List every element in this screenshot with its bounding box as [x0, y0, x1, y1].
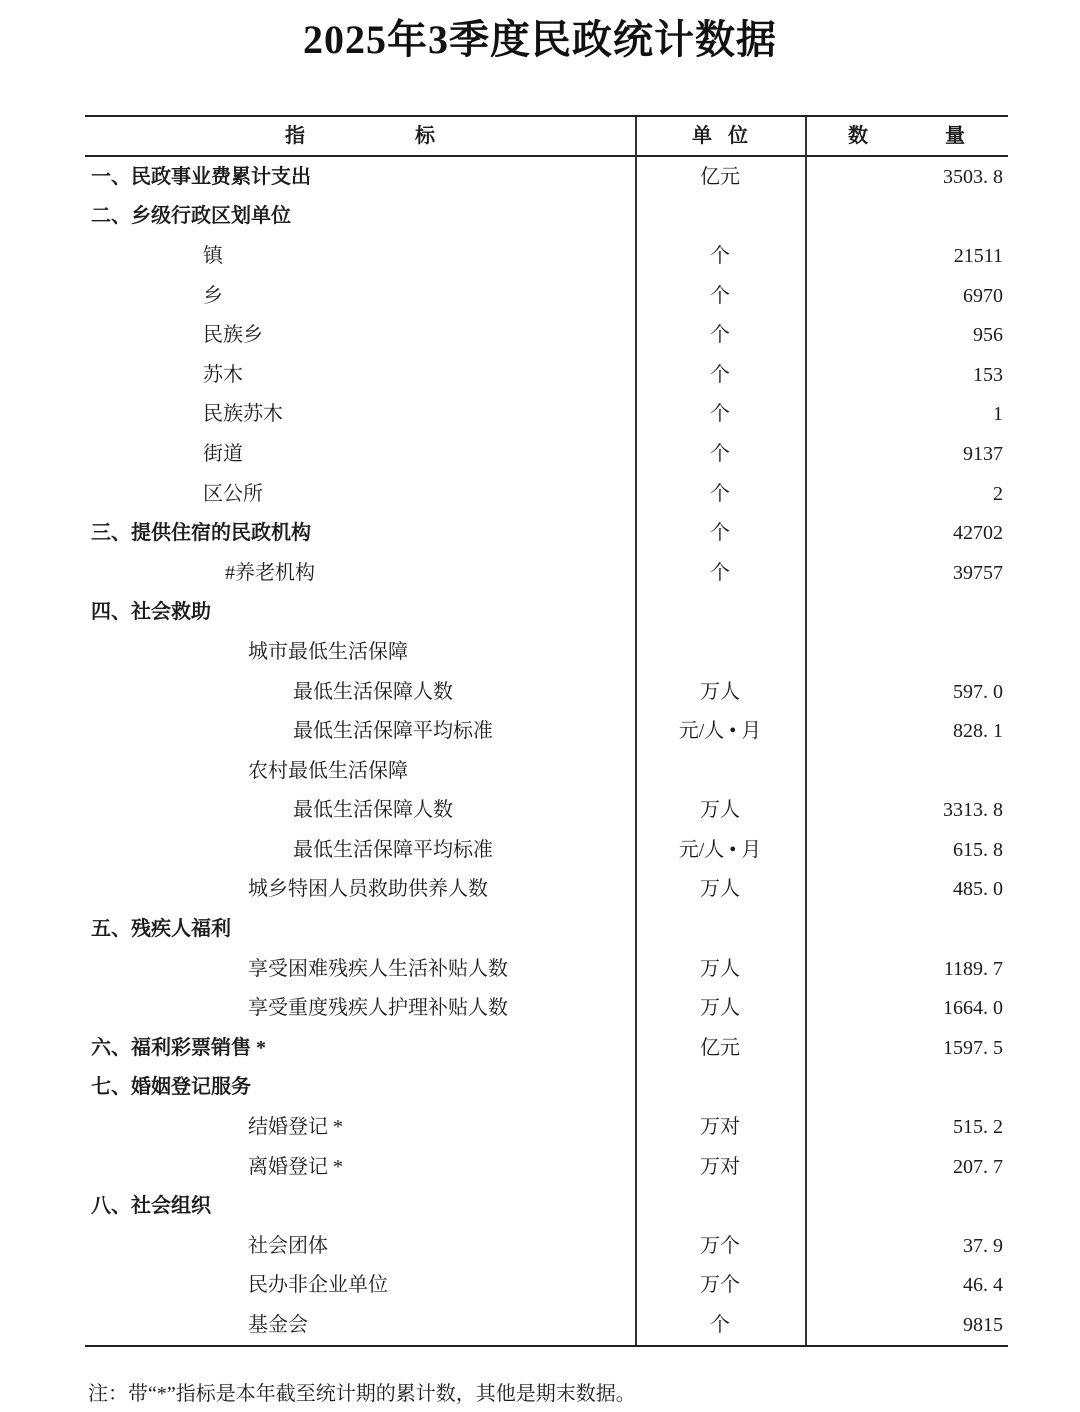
- table-row: [85, 434, 1008, 474]
- table-row: [85, 988, 1008, 1028]
- value-cell: 42702: [953, 522, 1003, 545]
- table-row: [85, 513, 1008, 553]
- table-row: [85, 791, 1008, 831]
- unit-cell: 个: [710, 324, 730, 347]
- value-cell: 828. 1: [953, 720, 1003, 743]
- column-header-char: 指: [285, 125, 305, 147]
- indicator-cell: 最低生活保障人数: [293, 799, 453, 822]
- value-cell: 1: [993, 403, 1003, 426]
- table-row: [85, 1028, 1008, 1068]
- indicator-cell: 民族乡: [203, 324, 263, 347]
- table-row: [85, 1068, 1008, 1108]
- table-row: [85, 751, 1008, 791]
- indicator-cell: 结婚登记 *: [248, 1116, 343, 1139]
- indicator-cell: 七、婚姻登记服务: [91, 1076, 251, 1099]
- indicator-cell: 社会团体: [248, 1234, 328, 1257]
- unit-cell: 个: [710, 561, 730, 584]
- value-cell: 153: [973, 363, 1003, 386]
- unit-cell: 元/人 • 月: [678, 838, 762, 861]
- column-header-char: 量: [945, 125, 965, 147]
- value-cell: 207. 7: [953, 1155, 1003, 1178]
- table-body: [85, 157, 1008, 1345]
- indicator-cell: 区公所: [203, 482, 263, 505]
- table-row: [85, 830, 1008, 870]
- indicator-cell: 五、残疾人福利: [91, 918, 231, 941]
- table-row: [85, 553, 1008, 593]
- column-header-indicator: [85, 126, 635, 146]
- table-row: [85, 1305, 1008, 1345]
- table-row: [85, 1226, 1008, 1266]
- value-cell: 39757: [953, 561, 1003, 584]
- column-header-char: 数: [848, 125, 868, 147]
- value-cell: 6970: [963, 284, 1003, 307]
- page-title: 2025年3季度民政统计数据: [303, 17, 777, 62]
- column-header-unit: [635, 126, 805, 146]
- indicator-cell: 乡: [203, 284, 223, 307]
- value-cell: 515. 2: [953, 1116, 1003, 1139]
- indicator-cell: 镇: [203, 244, 223, 267]
- column-header-quantity: [805, 126, 1008, 146]
- footnote: 注：带“*”指标是本年截至统计期的累计数，其他是期末数据。: [88, 1383, 636, 1405]
- table-row: [85, 197, 1008, 237]
- unit-cell: 亿元: [700, 1036, 740, 1059]
- unit-cell: 个: [710, 284, 730, 307]
- unit-cell: 万人: [700, 878, 740, 901]
- unit-cell: 万个: [700, 1274, 740, 1297]
- indicator-cell: 离婚登记 *: [248, 1155, 343, 1178]
- value-cell: 956: [973, 324, 1003, 347]
- indicator-cell: 城市最低生活保障: [248, 640, 408, 663]
- unit-cell: 万人: [700, 997, 740, 1020]
- indicator-cell: 八、社会组织: [91, 1195, 211, 1218]
- unit-cell: 万对: [700, 1155, 740, 1178]
- indicator-cell: 二、乡级行政区划单位: [91, 205, 291, 228]
- unit-cell: 个: [710, 522, 730, 545]
- unit-cell: 个: [710, 1314, 730, 1337]
- indicator-cell: 城乡特困人员救助供养人数: [248, 878, 488, 901]
- column-header-char: 位: [728, 125, 748, 147]
- indicator-cell: 享受重度残疾人护理补贴人数: [248, 997, 508, 1020]
- value-cell: 9815: [963, 1314, 1003, 1337]
- table-row: [85, 1186, 1008, 1226]
- indicator-cell: #养老机构: [225, 561, 315, 584]
- column-header-char: 标: [415, 125, 435, 147]
- table-row: [85, 909, 1008, 949]
- table-row: [85, 949, 1008, 989]
- indicator-cell: 基金会: [248, 1314, 308, 1337]
- value-cell: 37. 9: [963, 1234, 1003, 1257]
- table-row: [85, 315, 1008, 355]
- value-cell: 1597. 5: [943, 1036, 1003, 1059]
- statistics-table: [85, 115, 1008, 1347]
- table-row: [85, 157, 1008, 197]
- value-cell: 9137: [963, 442, 1003, 465]
- table-row: [85, 711, 1008, 751]
- column-divider: [635, 117, 637, 1345]
- table-row: [85, 632, 1008, 672]
- table-row: [85, 474, 1008, 514]
- value-cell: 3503. 8: [943, 165, 1003, 188]
- table-row: [85, 593, 1008, 633]
- indicator-cell: 四、社会救助: [91, 601, 211, 624]
- unit-cell: 个: [710, 442, 730, 465]
- indicator-cell: 六、福利彩票销售 *: [91, 1036, 266, 1059]
- table-row: [85, 276, 1008, 316]
- table-row: [85, 1107, 1008, 1147]
- column-header-char: 单: [692, 125, 712, 147]
- value-cell: 597. 0: [953, 680, 1003, 703]
- unit-cell: 个: [710, 403, 730, 426]
- table-row: [85, 1266, 1008, 1306]
- value-cell: 46. 4: [963, 1274, 1003, 1297]
- value-cell: 485. 0: [953, 878, 1003, 901]
- value-cell: 3313. 8: [943, 799, 1003, 822]
- indicator-cell: 三、提供住宿的民政机构: [91, 522, 311, 545]
- unit-cell: 万人: [700, 799, 740, 822]
- unit-cell: 万个: [700, 1234, 740, 1257]
- unit-cell: 万对: [700, 1116, 740, 1139]
- indicator-cell: 最低生活保障平均标准: [293, 720, 493, 743]
- indicator-cell: 最低生活保障平均标准: [293, 838, 493, 861]
- indicator-cell: 民族苏木: [203, 403, 283, 426]
- indicator-cell: 享受困难残疾人生活补贴人数: [248, 957, 508, 980]
- table-header: [85, 117, 1008, 157]
- value-cell: 21511: [953, 244, 1003, 267]
- indicator-cell: 苏木: [203, 363, 243, 386]
- unit-cell: 亿元: [700, 165, 740, 188]
- indicator-cell: 最低生活保障人数: [293, 680, 453, 703]
- value-cell: 1664. 0: [943, 997, 1003, 1020]
- indicator-cell: 一、民政事业费累计支出: [91, 165, 311, 188]
- unit-cell: 个: [710, 244, 730, 267]
- unit-cell: 元/人 • 月: [678, 720, 762, 743]
- table-row: [85, 236, 1008, 276]
- table-row: [85, 672, 1008, 712]
- indicator-cell: 民办非企业单位: [248, 1274, 388, 1297]
- value-cell: 615. 8: [953, 838, 1003, 861]
- unit-cell: 万人: [700, 680, 740, 703]
- unit-cell: 万人: [700, 957, 740, 980]
- table-row: [85, 870, 1008, 910]
- unit-cell: 个: [710, 482, 730, 505]
- indicator-cell: 农村最低生活保障: [248, 759, 408, 782]
- unit-cell: 个: [710, 363, 730, 386]
- column-divider: [805, 117, 807, 1345]
- table-row: [85, 1147, 1008, 1187]
- indicator-cell: 街道: [203, 442, 243, 465]
- value-cell: 1189. 7: [943, 957, 1003, 980]
- value-cell: 2: [993, 482, 1003, 505]
- table-row: [85, 355, 1008, 395]
- table-row: [85, 395, 1008, 435]
